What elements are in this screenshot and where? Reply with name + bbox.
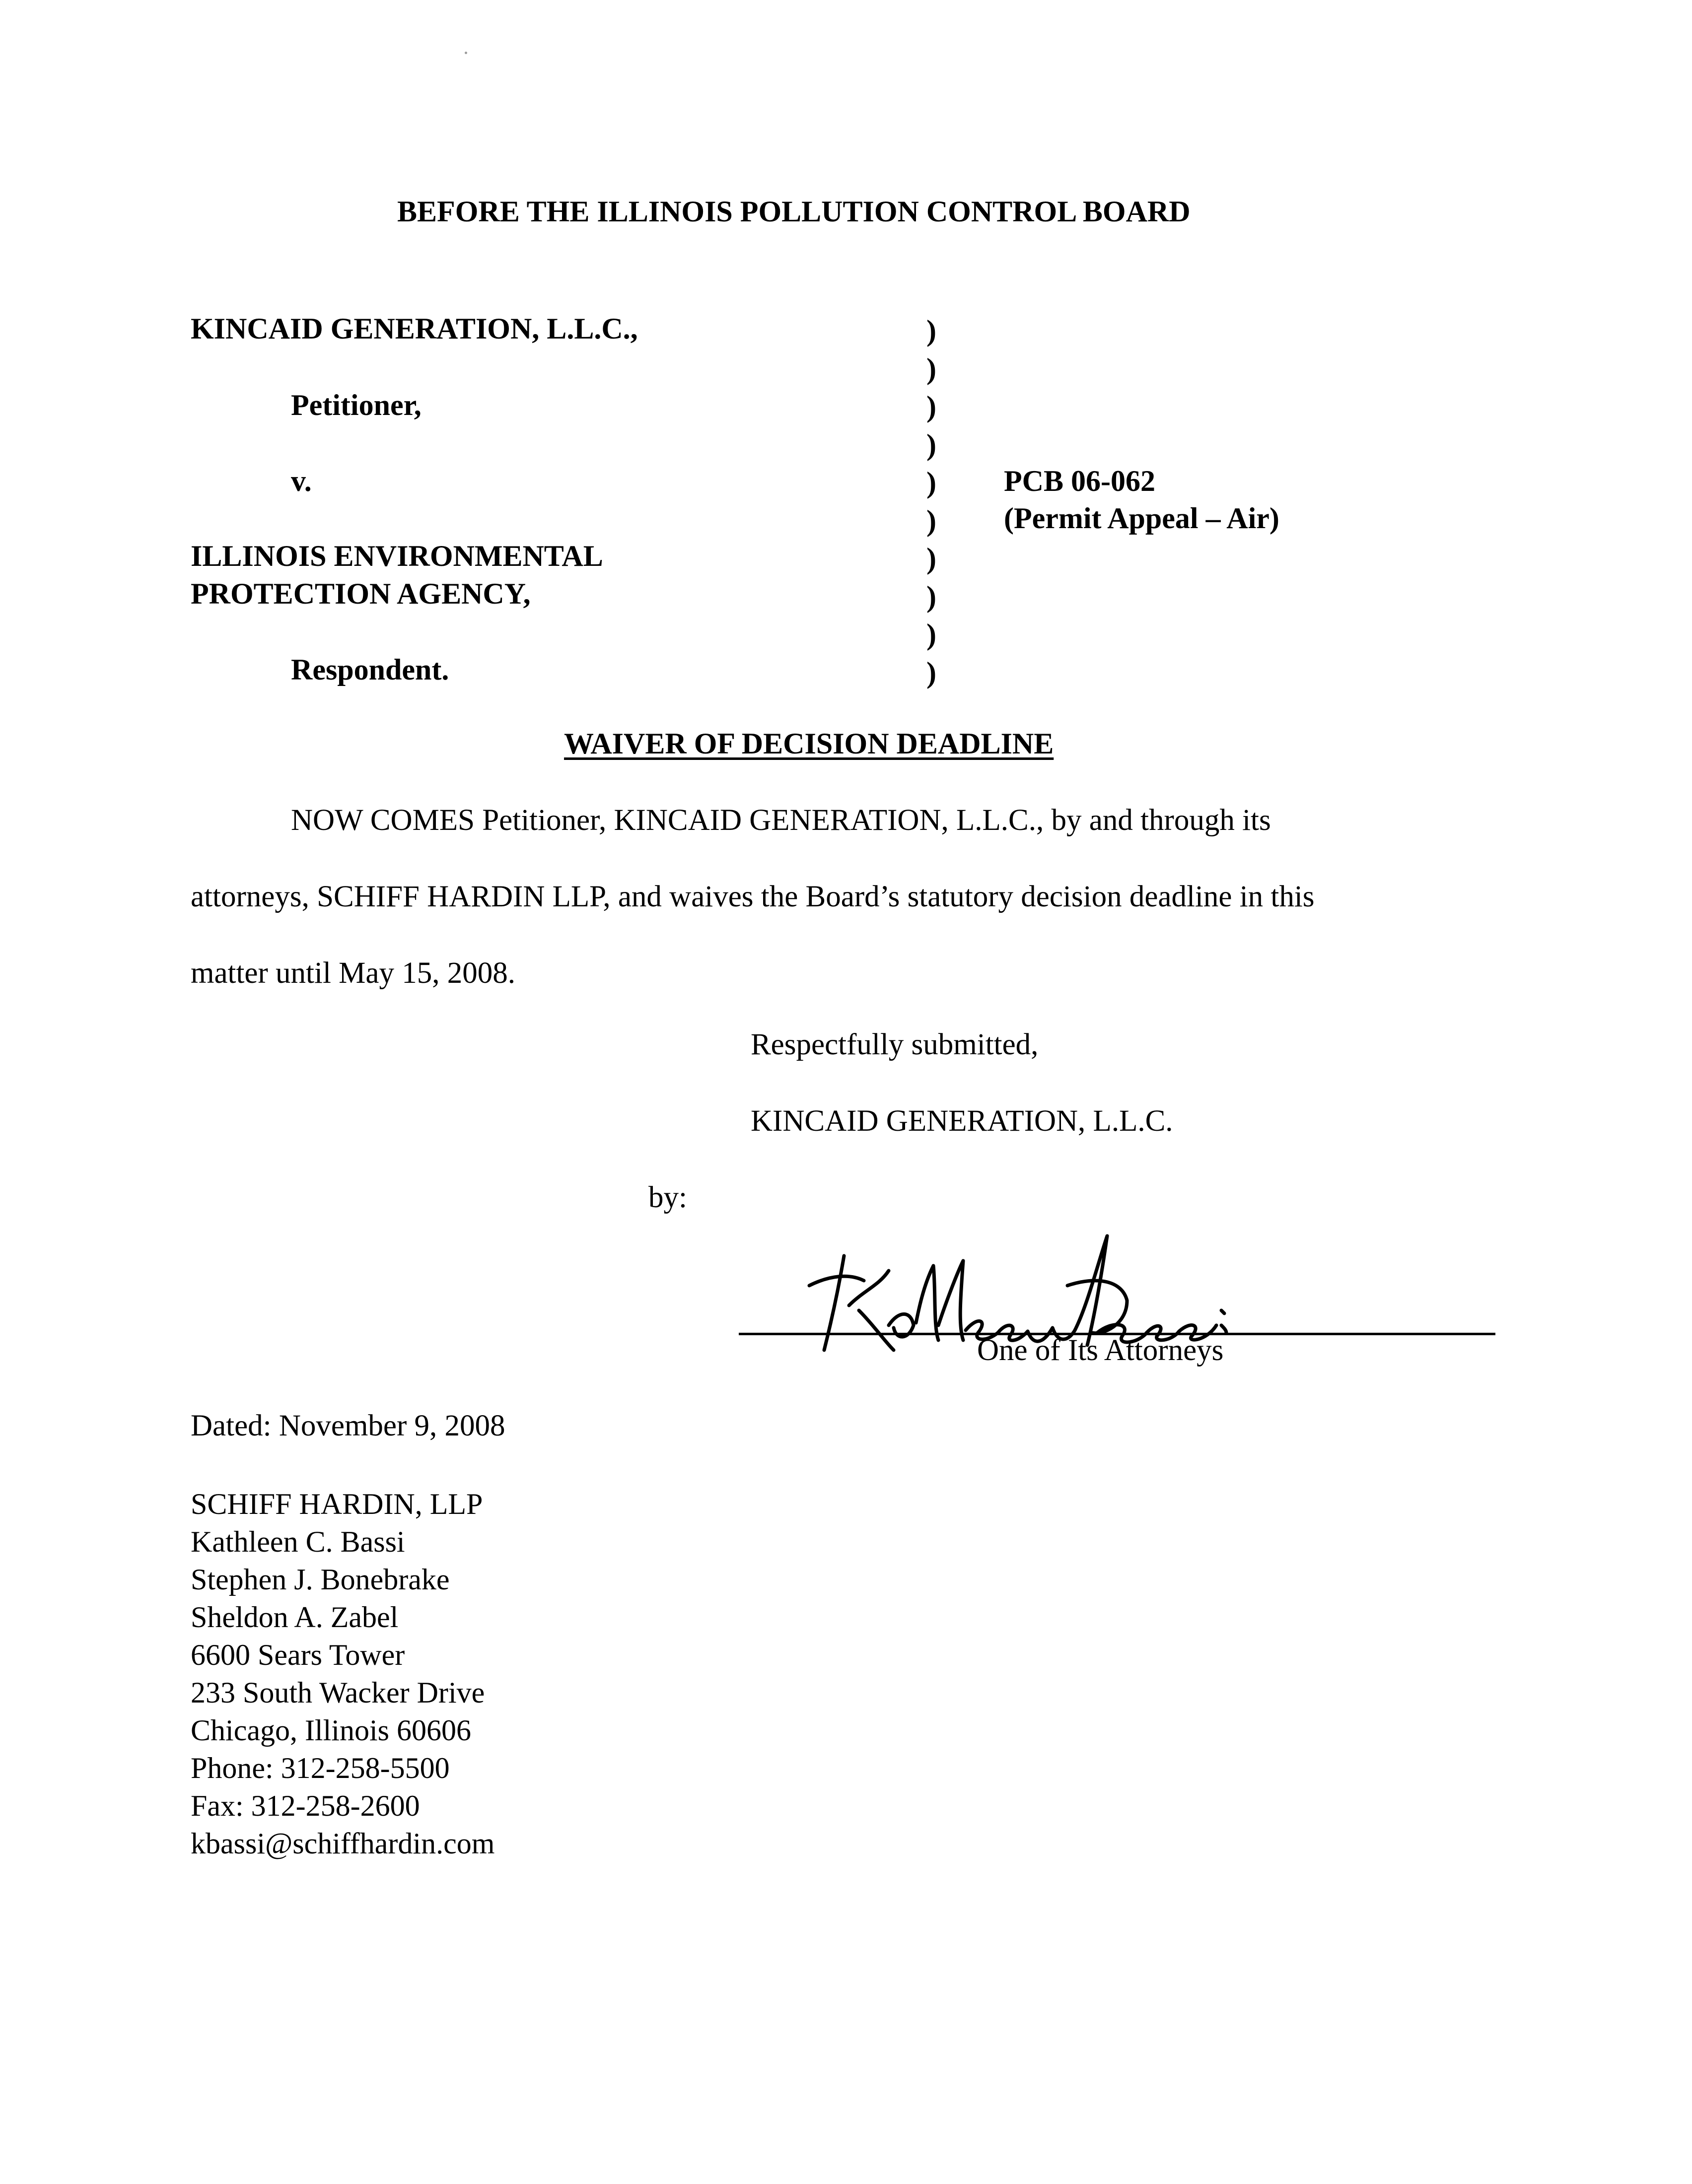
by-label: by: [648, 1181, 687, 1214]
document-title: WAIVER OF DECISION DEADLINE [564, 727, 1054, 760]
respondent-role: Respondent. [291, 653, 449, 686]
caption-parenthesis: ) [926, 428, 936, 461]
address-line-phone: Phone: 312-258-5500 [191, 1752, 450, 1784]
address-line-fax: Fax: 312-258-2600 [191, 1789, 420, 1822]
body-line-3: matter until May 15, 2008. [191, 956, 515, 990]
signature-caption: One of Its Attorneys [977, 1334, 1224, 1367]
scan-speck [465, 52, 467, 54]
address-line-street: 233 South Wacker Drive [191, 1676, 485, 1709]
caption-parenthesis-column [926, 312, 936, 691]
caption-parenthesis: ) [926, 314, 936, 347]
address-line-attorney: Stephen J. Bonebrake [191, 1563, 450, 1596]
caption-parenthesis: ) [926, 352, 936, 385]
address-line-firm: SCHIFF HARDIN, LLP [191, 1488, 483, 1520]
caption-parenthesis: ) [926, 618, 936, 651]
caption-parenthesis: ) [926, 390, 936, 423]
closing-company: KINCAID GENERATION, L.L.C. [751, 1104, 1173, 1138]
versus-label: v. [291, 465, 312, 497]
caption-parenthesis: ) [926, 504, 936, 537]
caption-parenthesis: ) [926, 656, 936, 689]
respondent-name-line1: ILLINOIS ENVIRONMENTAL [191, 540, 603, 572]
tribunal-heading: BEFORE THE ILLINOIS POLLUTION CONTROL BOARD [397, 195, 1191, 228]
caption-parenthesis: ) [926, 542, 936, 575]
address-line-attorney: Kathleen C. Bassi [191, 1525, 405, 1558]
body-line-1: NOW COMES Petitioner, KINCAID GENERATION, L.L.C., by and through its [291, 804, 1271, 837]
petitioner-name: KINCAID GENERATION, L.L.C., [191, 312, 638, 345]
case-type: (Permit Appeal – Air) [1004, 502, 1279, 535]
address-line-attorney: Sheldon A. Zabel [191, 1601, 399, 1634]
address-line-city: Chicago, Illinois 60606 [191, 1714, 471, 1747]
body-line-2: attorneys, SCHIFF HARDIN LLP, and waives the Board’s statutory decision deadline in this [191, 880, 1315, 913]
caption-parenthesis: ) [926, 580, 936, 613]
respectfully-submitted: Respectfully submitted, [751, 1028, 1039, 1061]
caption-parenthesis: ) [926, 466, 936, 499]
respondent-name-line2: PROTECTION AGENCY, [191, 577, 531, 610]
petitioner-role: Petitioner, [291, 389, 422, 421]
dated-line: Dated: November 9, 2008 [191, 1409, 505, 1442]
address-line-street: 6600 Sears Tower [191, 1638, 405, 1671]
case-number: PCB 06-062 [1004, 465, 1155, 497]
address-line-email: kbassi@schiffhardin.com [191, 1827, 495, 1860]
